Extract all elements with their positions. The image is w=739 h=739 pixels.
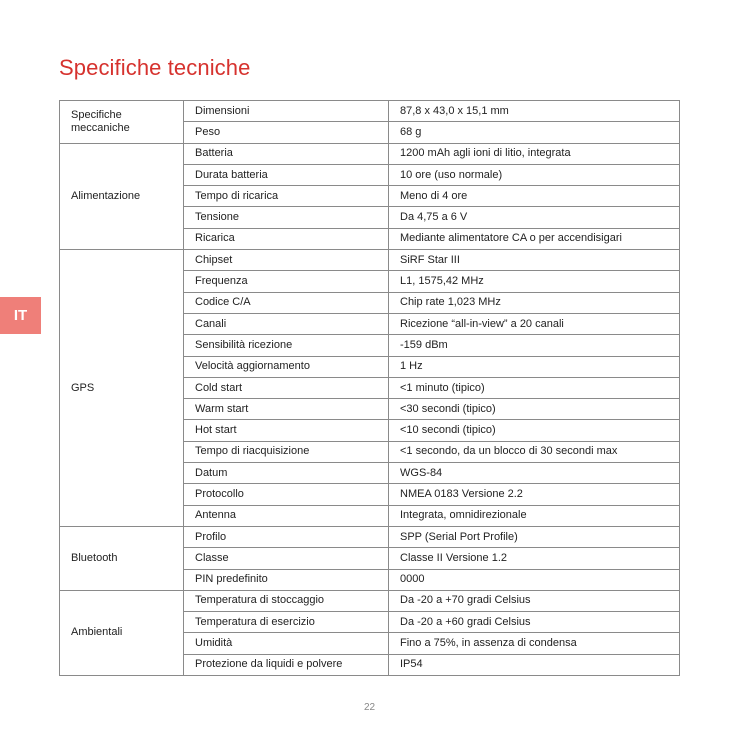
- spec-value: Mediante alimentatore CA o per accendisigari: [389, 228, 680, 249]
- spec-label: Peso: [184, 122, 389, 143]
- spec-row: [60, 101, 680, 122]
- spec-value: Da -20 a +70 gradi Celsius: [389, 590, 680, 611]
- spec-table: [59, 100, 680, 676]
- spec-value: SPP (Serial Port Profile): [389, 526, 680, 547]
- spec-row: [60, 526, 680, 547]
- spec-label: Umidità: [184, 633, 389, 654]
- spec-category: Bluetooth: [60, 526, 184, 590]
- spec-value: Da 4,75 a 6 V: [389, 207, 680, 228]
- spec-value: Chip rate 1,023 MHz: [389, 292, 680, 313]
- spec-label: Codice C/A: [184, 292, 389, 313]
- spec-category: Alimentazione: [60, 143, 184, 249]
- spec-value: Da -20 a +60 gradi Celsius: [389, 612, 680, 633]
- spec-value: <30 secondi (tipico): [389, 399, 680, 420]
- spec-value: 10 ore (uso normale): [389, 164, 680, 185]
- spec-label: Profilo: [184, 526, 389, 547]
- spec-label: Classe: [184, 548, 389, 569]
- spec-label: Protocollo: [184, 484, 389, 505]
- language-tab: IT: [0, 297, 41, 334]
- spec-row: [60, 590, 680, 611]
- spec-category: Specifiche meccaniche: [60, 101, 184, 144]
- spec-label: Temperatura di esercizio: [184, 612, 389, 633]
- spec-value: SiRF Star III: [389, 250, 680, 271]
- spec-label: Hot start: [184, 420, 389, 441]
- spec-label: Tensione: [184, 207, 389, 228]
- spec-value: Fino a 75%, in assenza di condensa: [389, 633, 680, 654]
- spec-value: 0000: [389, 569, 680, 590]
- spec-value: 87,8 x 43,0 x 15,1 mm: [389, 101, 680, 122]
- spec-value: Classe II Versione 1.2: [389, 548, 680, 569]
- spec-value: L1, 1575,42 MHz: [389, 271, 680, 292]
- spec-label: Ricarica: [184, 228, 389, 249]
- spec-label: Temperatura di stoccaggio: [184, 590, 389, 611]
- spec-value: 1 Hz: [389, 356, 680, 377]
- spec-value: <1 minuto (tipico): [389, 377, 680, 398]
- spec-label: Protezione da liquidi e polvere: [184, 654, 389, 675]
- spec-label: Tempo di riacquisizione: [184, 441, 389, 462]
- spec-value: Meno di 4 ore: [389, 186, 680, 207]
- spec-label: Cold start: [184, 377, 389, 398]
- spec-category: GPS: [60, 250, 184, 527]
- spec-label: Datum: [184, 463, 389, 484]
- page-title: Specifiche tecniche: [59, 55, 251, 80]
- spec-label: Warm start: [184, 399, 389, 420]
- spec-value: Integrata, omnidirezionale: [389, 505, 680, 526]
- spec-value: -159 dBm: [389, 335, 680, 356]
- spec-row: [60, 143, 680, 164]
- spec-category: Ambientali: [60, 590, 184, 675]
- spec-label: Frequenza: [184, 271, 389, 292]
- spec-label: Chipset: [184, 250, 389, 271]
- spec-label: Sensibilità ricezione: [184, 335, 389, 356]
- spec-value: WGS-84: [389, 463, 680, 484]
- spec-value: 68 g: [389, 122, 680, 143]
- spec-value: IP54: [389, 654, 680, 675]
- spec-label: Dimensioni: [184, 101, 389, 122]
- spec-label: PIN predefinito: [184, 569, 389, 590]
- spec-value: <1 secondo, da un blocco di 30 secondi max: [389, 441, 680, 462]
- spec-label: Tempo di ricarica: [184, 186, 389, 207]
- spec-label: Durata batteria: [184, 164, 389, 185]
- spec-value: 1200 mAh agli ioni di litio, integrata: [389, 143, 680, 164]
- spec-label: Batteria: [184, 143, 389, 164]
- spec-value: Ricezione “all-in-view” a 20 canali: [389, 313, 680, 334]
- page-number: 22: [363, 702, 376, 713]
- spec-row: [60, 250, 680, 271]
- spec-value: <10 secondi (tipico): [389, 420, 680, 441]
- spec-label: Velocità aggiornamento: [184, 356, 389, 377]
- spec-table-body: [60, 101, 680, 676]
- spec-label: Antenna: [184, 505, 389, 526]
- spec-value: NMEA 0183 Versione 2.2: [389, 484, 680, 505]
- spec-label: Canali: [184, 313, 389, 334]
